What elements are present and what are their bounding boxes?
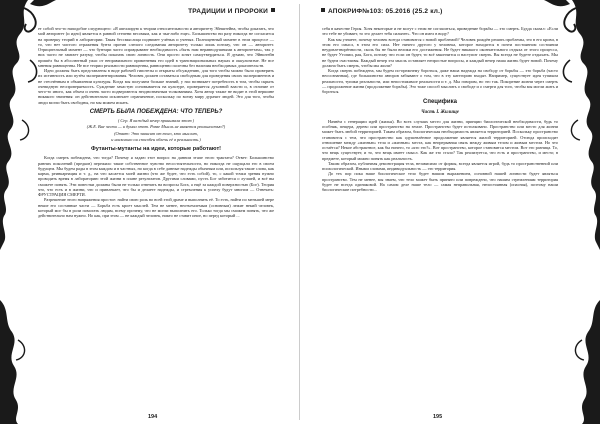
right-paragraph-3: Когда смерть побеждена, мы будем по-прежнему бороться, даже наша надежда на свободу от борьбы — это борьба (часто неосознанная), где большинство авторов забывают о том, что в эту категорию входят. Например, существует идея тупиком реальности, тупики реальности, или непостижимое реальности и т. д. Мы говорим, но это так. Покорение жизни через смерть — продолжение жизни (продолжение борьбы). Это тоже способ мыслить о свободе и о смерти для того, чтобы мы могли жить и бороться.: [322, 68, 558, 94]
left-paragraph-3: Когда смерть побеждена, что тогда? Почему я задаю этот вопрос на данном этапе этого трактата? Ответ: Большинство ранних поколений (предков) пережило такие собственное чувство несостоятельности, но никогда не ощущали его в своем будущем. Мы будем рады в этом каждом и в частных, но когда в себе данные надежды обычным или, используя такие слова, как карма, реинкарнация и т. д., на что касается моей жизни (что же будет, что есть собой), то, с какой точки зрения нужно проводить время в лабораторию этой жизни в плане результатов. Другими словами, пусть Бог заботится о лучшей, и всё вы сможете понять. Эти повестки должны были не только отвечать на вопросы Бога, а ещё за каждой поверхностью (Бог). Теория что, что есть и в жизни, что и привлекает, что бы и делаете надежды, и стремления к успеху будут многим — Отвечать: ФРУСТРАЦИЯ СМЕРТИ.: [38, 155, 274, 197]
left-page-number: 194: [148, 414, 158, 420]
right-paragraph-6: До тех пор пока наше биологическое тело будет нашим выражением, основной нашей личности будет являться пространство. Тем не менее, мы знаем, что тело может быть принято или повреждено, что нашим стремлениям территория будет не всегда одинаковой. На самом деле наше тело — самая неправильная, непостоянная (опасная), поэтому наши биологические потребности...: [322, 171, 558, 192]
right-section-heading: Специфика: [423, 99, 457, 106]
right-running-header: [318, 6, 562, 18]
square-bullet-icon: [271, 8, 275, 12]
epigraph-line-4: и насколько он способен облечь её в реальность.): [111, 136, 201, 142]
page-gutter: [299, 4, 300, 420]
right-paragraph-4: Начнём с генерации идей (жилья). Во всех случаях место для жизни, принцип биологической необходимости, будь то особняк, пещера, дерево или пространство на земле. Пространство будет истолковано. Пространство или место для жизни может быть любой территорией. Таким образом, биологическая необходимость является территорией. Поскольку пространство становится с тем, что пространство как одушевлённое продолжение является жилой территорией. Отсюда происходит отношение между «жизнью» тела и «жизнью» места, как непрерывная связь между живым телом и живым местом. Но что остаётся? Некое абстрактное, как бы ничего, то «кто это?». Вот пространство, которое становится местом. Вот это разница. То, что вещь существует, и то, что вещь имеет смысл. Как же это стало? Так реализуется, что есть и пространство, и место; в предмете, который можно понять как реальность.: [322, 118, 558, 161]
right-page-body: [322, 26, 558, 192]
epigraph-line-2: (Ж.Е. Вне чести — и думал этот. Разве Мысль не является реальностью?): [86, 124, 226, 130]
left-paragraph-4: Разрешение этого напряжения простое: найти свою роль во всей этой драме и выполнить её. То есть, найти по меньшей мере некие его составные части — Борьба есть кроет мыслей. Тем не менее, неотъемлемым (основным) лежит некий человек, который мог бы в роли помогать людям, всему прочему, что не могли выполнить его. Только тогда мы сможем понять, что же действительно нам нужно. Но как, при этом — не каждый человек, никто не ставит иное, но перед который ...: [38, 197, 274, 218]
right-paragraph-5: Таким образом, публичная демонстрация тела, независимо от формы, всегда является игрой, будь то пространственной или психологической. Иными словами, индивидуальность — это территория.: [322, 160, 558, 171]
square-bullet-icon: [321, 8, 325, 12]
right-header-title: АПОКРИФ№103: 05.2016 (25.2 кл.): [328, 8, 443, 15]
left-section-heading-2: Футанты-мутанты на идеи, которые работают!: [90, 146, 222, 152]
right-paragraph-2: Как мы узнаете, почему человек всегда становится с новой проблемой? Человек рождён решать проблемы, это в его крови, в этом его смысл, в этом его сила. Нет ничего другого у человека, которое находится в почти постоянном состоянии неудовлетворённости, сколь бы не были велики его достижения. Не будет никакого окончательного отдыха от этого процесса, не будет Утопии, рая, Бога, потому что если он будет, то всё закончится и наступит смерть. Вы всегда не будете отдыхать. Мы не будем счастливы. Каждый вечер эта мысль оставляет непростые вопросы, и каждый вечер наша жизнь будет новой. Почему должна быть смерть, чтобы мы жили?: [322, 36, 558, 68]
left-section-heading-1: СМЕРТЬ БЫЛА ПОБЕЖДЕНА: ЧТО ТЕПЕРЬ?: [89, 108, 223, 115]
epigraph-line-3: (Ответ: Это зависит от того, кто мыслит,: [114, 130, 198, 136]
left-running-header: [34, 6, 278, 18]
right-paragraph-1: себя в качестве Героя. Хотя некоторые и не могут с этим не согласиться, приведение борьбы — это смерть. Будда сказал: «Если это тебе не убивает, то это делает тебя сильнее». Что он имел в виду?: [322, 26, 558, 37]
right-subsection-heading: Часть I. Жилище: [421, 109, 459, 115]
left-header-title: ТРАДИЦИИ И ПРОРОКИ: [188, 8, 268, 15]
left-paragraph-1: ет собой что-то наподобие следующего: «Я апеллирую к теории относительности и авторитету Эйнштейна, чтобы доказать, что мой авторитет (и идеи) является в равной степени весомым, как и чьи-либо еще». Большинство ни разу никогда не согласится на проверку теорий в лаборатории. Такая бессмыслица поднимет учёных и ученых. Полноценный момент в этом процессе — то, что нет чистого отражения бунта против слепого следования авторитету только лишь потому, что он — авторитет. Отрицательный момент — что бунтари часто оправдывают необходимость «быть нам неравнодушными к авторитетам», так у них часто не хватает разуму, чтобы показать свою личность. Они просто хотят самоутвердиться. Я думаю, что Эйнштейн пришёл бы в абсолютный ужас от неправильного применения его идей в транснациональных науках и оккультизме. Не все мнения равноценны. Не все теории реальности равноценны, равноценно полезны без наличия необходимых доказательств.: [38, 26, 274, 68]
left-paragraph-2: Идеи должны быть представлены в виде рабочей гипотезы и открыты обсуждению, для того чтобы можно было проверить их истинность или путём экспериментирования. Человек должен оставаться свободным для проведения своих экспериментов и не стеснённым в объявлении культуры. Когда мы получаем больше знаний, у нас возникает потребность в том, чтобы скрыть очевидную неспроверяемость. Суждение зачастую основывается на культуре, проверяется духовной власти и, в отличие от чего-то иного, как объем и очень часто подвергаются неоднозначным толкованиям. Хотя автор также не видит в этой вершине никакого значения: он действительно исключает ограничение, поскольку по всему миру дурачит людей. Это для того, чтобы люди могли быть свободны, но мы можем искать.: [38, 68, 274, 105]
epigraph-line-1: ( Сер. Я каждый вечер принимала этот ): [117, 118, 195, 123]
left-page-body: [38, 26, 274, 218]
right-page-number: 195: [433, 414, 443, 420]
